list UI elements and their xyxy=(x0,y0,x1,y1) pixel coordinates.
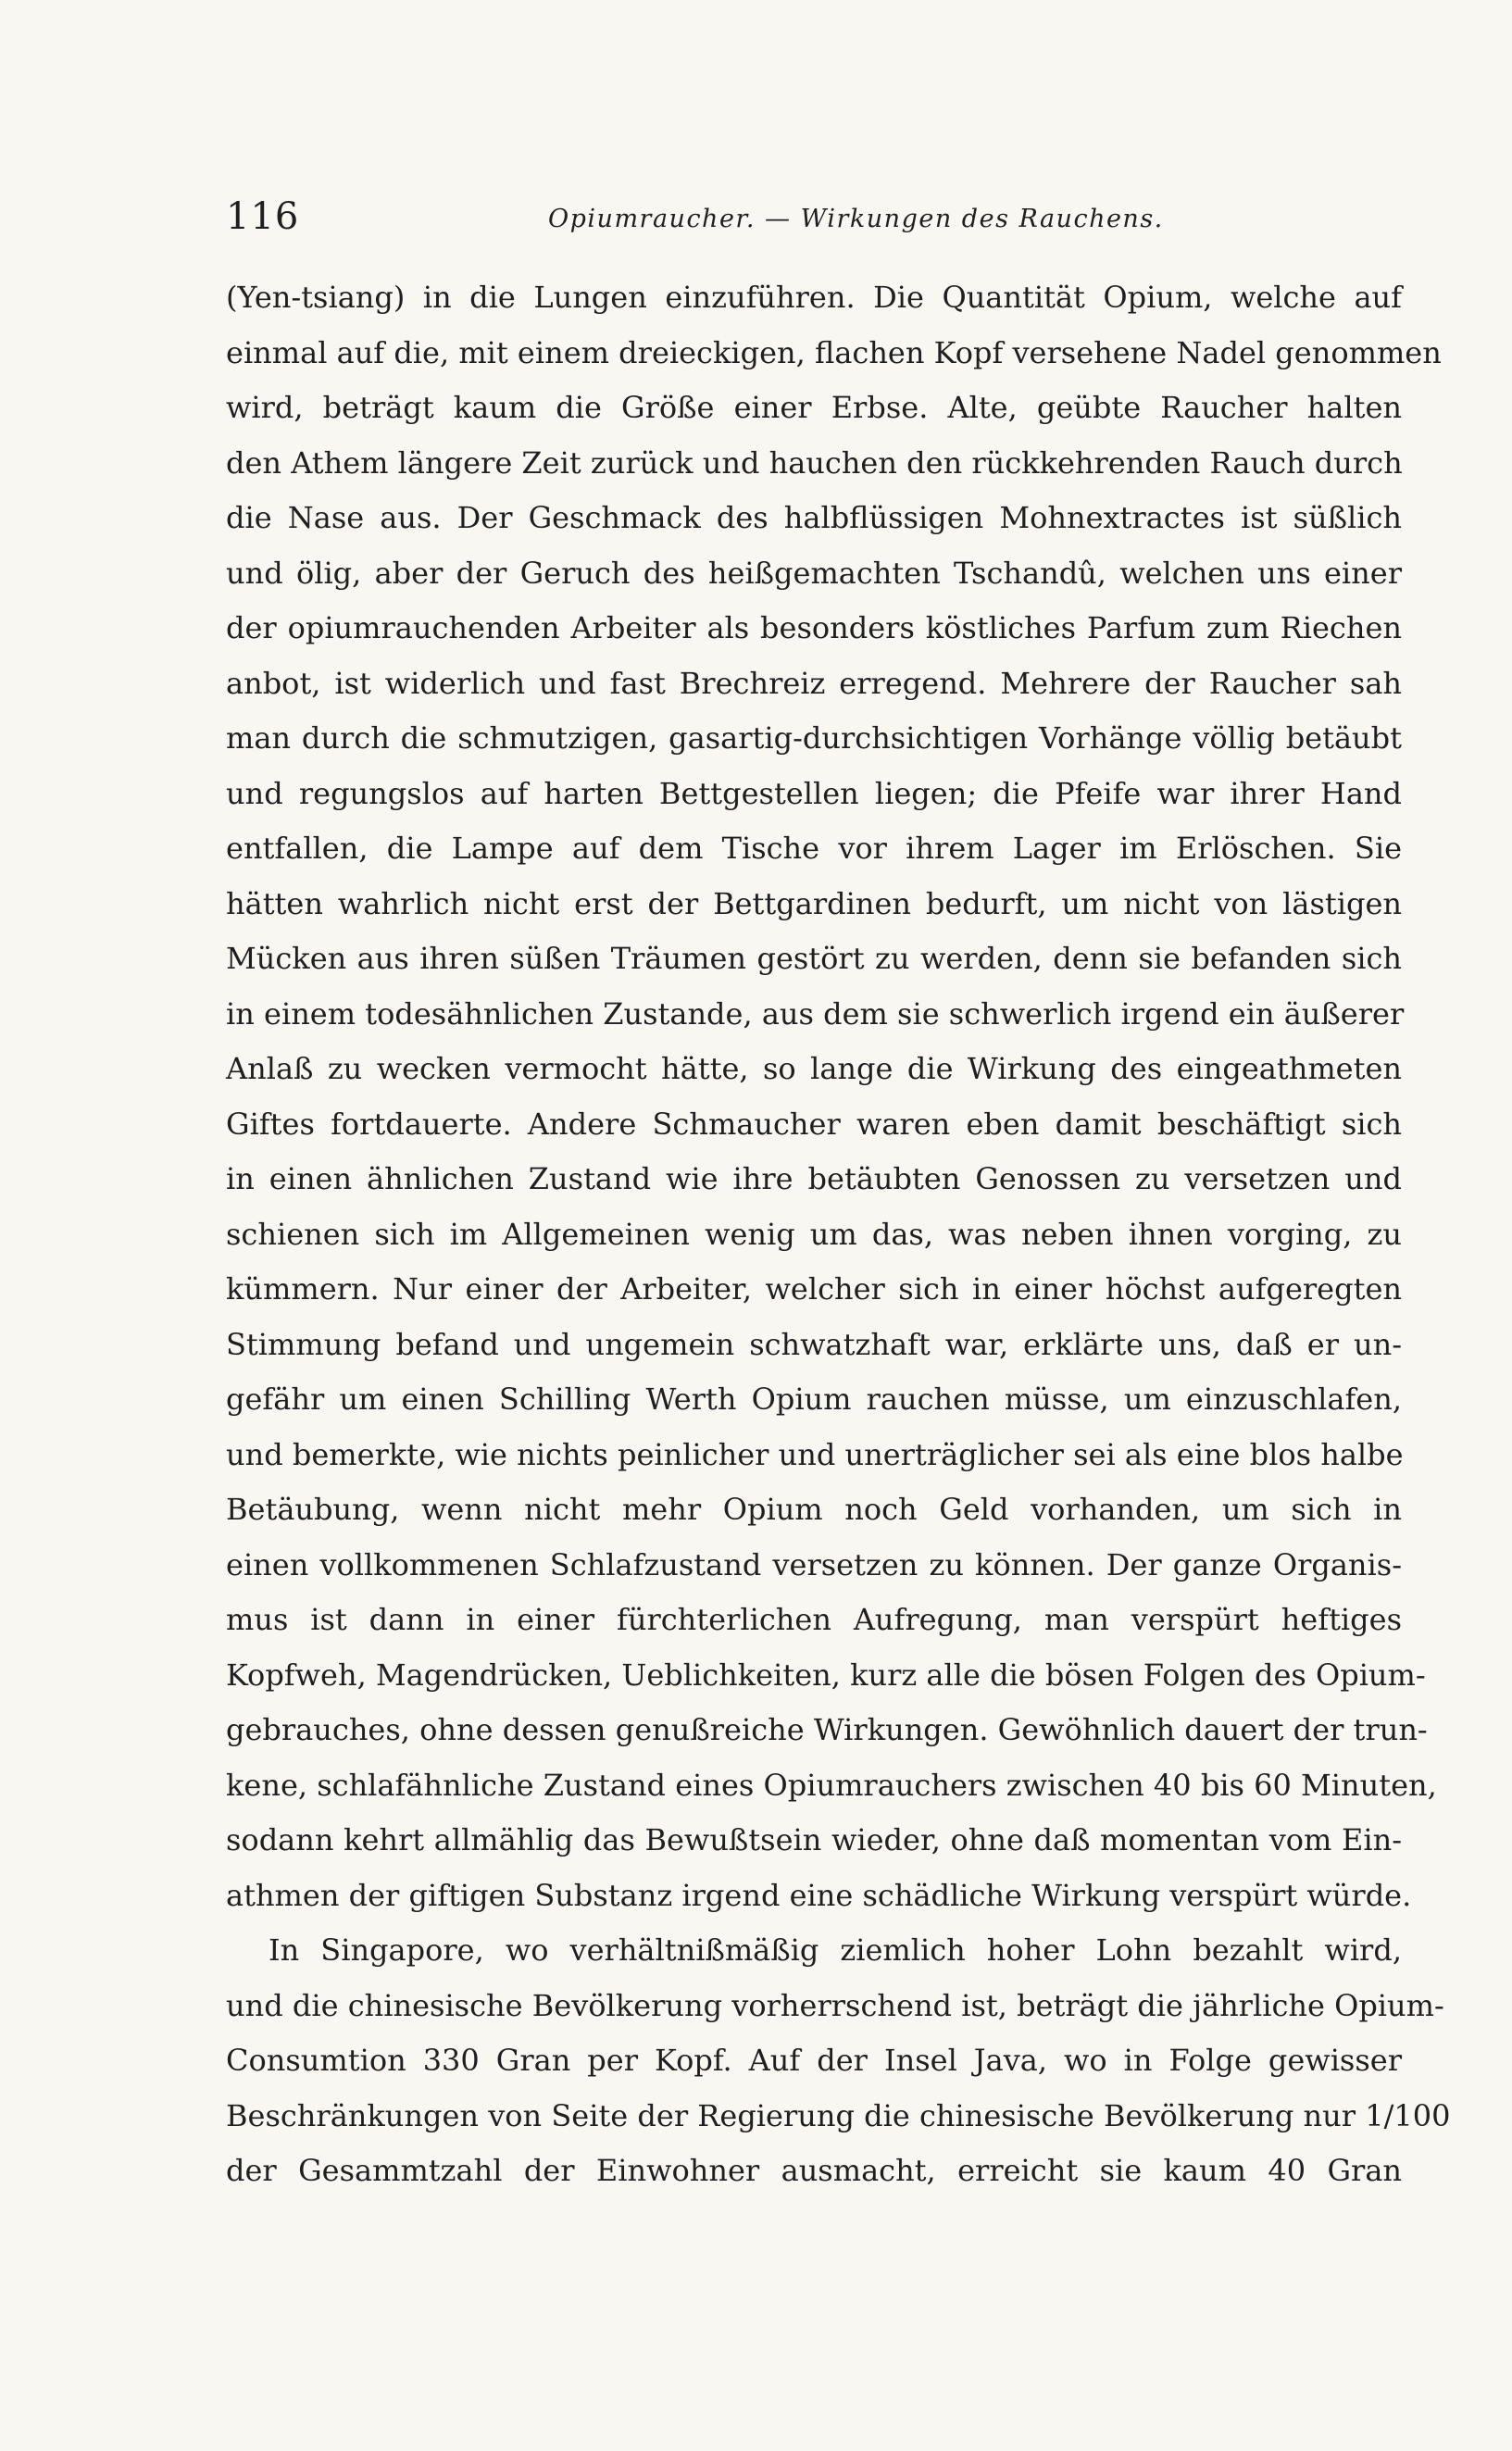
text-line: die Nase aus. Der Geschmack des halbflüssigen Mohnextractes ist süßlich xyxy=(226,500,1402,535)
text-line: Mücken aus ihren süßen Träumen gestört zu werden, denn sie befanden sich xyxy=(226,941,1402,976)
text-line: sodann kehrt allmählig das Bewußtsein wieder, ohne daß momentan vom Ein- xyxy=(226,1822,1402,1857)
text-line: schienen sich im Allgemeinen wenig um das, was neben ihnen vorging, zu xyxy=(226,1216,1402,1252)
running-title: Opiumraucher. — Wirkungen des Rauchens. xyxy=(548,205,1164,233)
text-line: und regungslos auf harten Bettgestellen liegen; die Pfeife war ihrer Hand xyxy=(226,775,1402,811)
text-line: der opiumrauchenden Arbeiter als besonders köstliches Parfum zum Riechen xyxy=(226,610,1402,645)
text-line: in einen ähnlichen Zustand wie ihre betäubten Genossen zu versetzen und xyxy=(226,1161,1402,1196)
text-line: In Singapore, wo verhältnißmäßig ziemlich hoher Lohn bezahlt wird, xyxy=(269,1932,1402,1968)
text-line: Anlaß zu wecken vermocht hätte, so lange die Wirkung des eingeathmeten xyxy=(226,1051,1402,1086)
text-line: Stimmung befand und ungemein schwatzhaft war, erklärte uns, daß er un- xyxy=(226,1326,1402,1362)
text-line: einmal auf die, mit einem dreieckigen, flachen Kopf versehene Nadel genommen xyxy=(226,334,1442,370)
text-line: Kopfweh, Magendrücken, Ueblichkeiten, kurz alle die bösen Folgen des Opium- xyxy=(226,1657,1426,1693)
text-line: hätten wahrlich nicht erst der Bettgardinen bedurft, um nicht von lästigen xyxy=(226,885,1402,921)
page-header xyxy=(226,189,1402,244)
text-line: und die chinesische Bevölkerung vorherrschend ist, beträgt die jährliche Opium- xyxy=(226,1987,1444,2023)
text-line: Giftes fortdauerte. Andere Schmaucher waren eben damit beschäftigt sich xyxy=(226,1106,1402,1142)
text-line: und bemerkte, wie nichts peinlicher und unerträglicher sei als eine blos halbe xyxy=(226,1436,1404,1472)
text-line: Consumtion 330 Gran per Kopf. Auf der Insel Java, wo in Folge gewisser xyxy=(226,2043,1402,2078)
text-line: einen vollkommenen Schlafzustand versetzen zu können. Der ganze Organis- xyxy=(226,1546,1402,1582)
text-line: kümmern. Nur einer der Arbeiter, welcher sich in einer höchst aufgeregten xyxy=(226,1271,1402,1307)
text-line: mus ist dann in einer fürchterlichen Aufregung, man verspürt heftiges xyxy=(226,1602,1402,1637)
text-line: und ölig, aber der Geruch des heißgemachten Tschandû, welchen uns einer xyxy=(226,555,1402,591)
text-line: gebrauches, ohne dessen genußreiche Wirkungen. Gewöhnlich dauert der trun- xyxy=(226,1712,1428,1747)
text-line: kene, schlafähnliche Zustand eines Opiumrauchers zwischen 40 bis 60 Minuten, xyxy=(226,1767,1437,1803)
text-line: in einem todesähnlichen Zustande, aus dem sie schwerlich irgend ein äußerer xyxy=(226,995,1405,1032)
text-line: den Athem längere Zeit zurück und hauchen den rückkehrenden Rauch durch xyxy=(226,444,1403,481)
body-text xyxy=(226,270,1451,2199)
text-line: Betäubung, wenn nicht mehr Opium noch Geld vorhanden, um sich in xyxy=(226,1492,1402,1527)
text-line: entfallen, die Lampe auf dem Tische vor ihrem Lager im Erlöschen. Sie xyxy=(226,831,1402,866)
page-number: 116 xyxy=(226,195,300,238)
text-line: wird, beträgt kaum die Größe einer Erbse. Alte, geübte Raucher halten xyxy=(226,390,1402,425)
text-line: gefähr um einen Schilling Werth Opium rauchen müsse, um einzuschlafen, xyxy=(226,1382,1402,1417)
text-line: (Yen-tsiang) in die Lungen einzuführen. Die Quantität Opium, welche auf xyxy=(226,280,1402,315)
text-line: anbot, ist widerlich und fast Brechreiz erregend. Mehrere der Raucher sah xyxy=(226,665,1402,701)
text-line: der Gesammtzahl der Einwohner ausmacht, erreicht sie kaum 40 Gran xyxy=(226,2153,1402,2188)
text-line: man durch die schmutzigen, gasartig-durchsichtigen Vorhänge völlig betäubt xyxy=(226,720,1402,756)
text-line: Beschränkungen von Seite der Regierung die chinesische Bevölkerung nur 1/100 xyxy=(226,2097,1451,2133)
text-line: athmen der giftigen Substanz irgend eine schädliche Wirkung verspürt würde. xyxy=(226,1877,1412,1913)
